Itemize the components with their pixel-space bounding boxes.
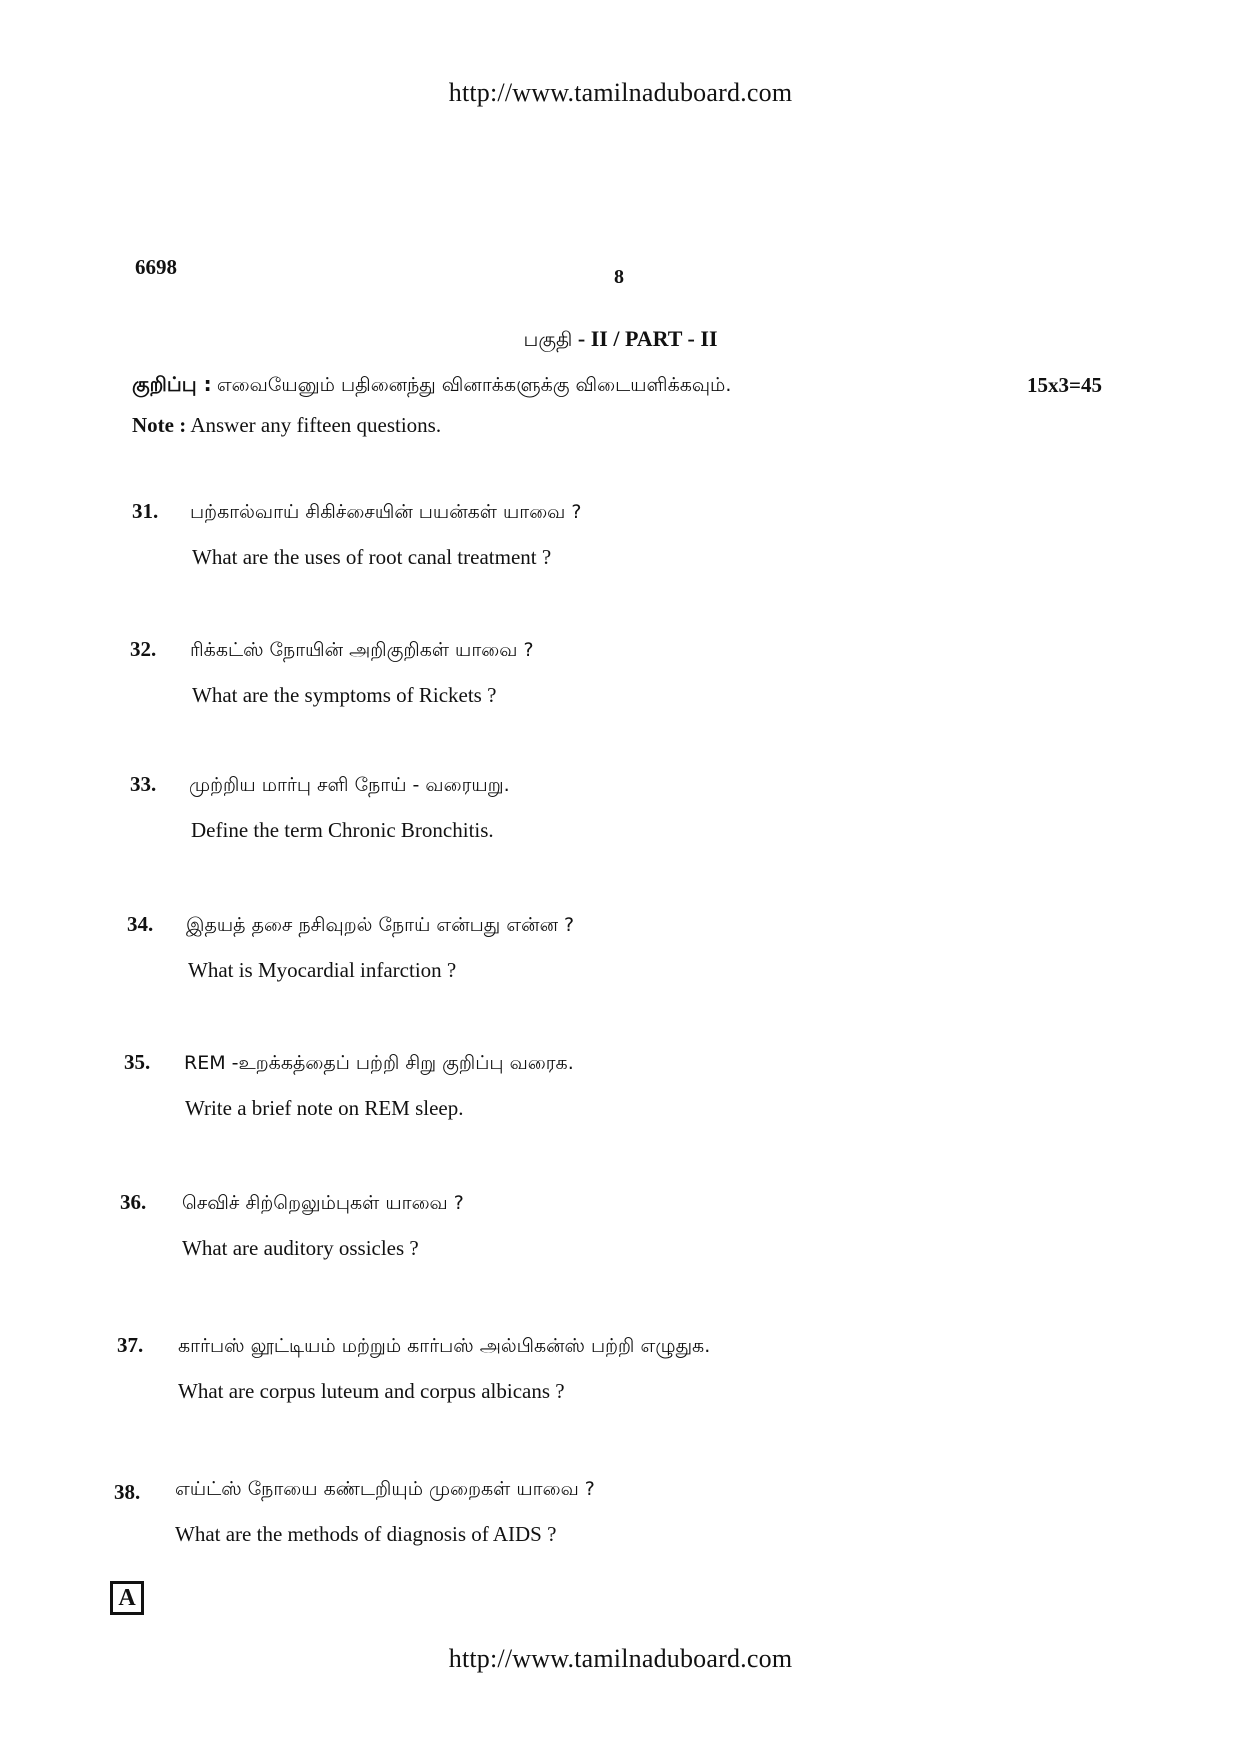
question-tamil: செவிச் சிற்றெலும்புகள் யாவை ? xyxy=(182,1192,464,1214)
question-number: 38. xyxy=(114,1480,141,1504)
question-tamil: REM -உறக்கத்தைப் பற்றி சிறு குறிப்பு வரைக. xyxy=(184,1052,574,1074)
question-number: 37. xyxy=(117,1333,144,1357)
question-number: 35. xyxy=(124,1050,151,1074)
question-38 xyxy=(0,1474,1241,1564)
question-english: Write a brief note on REM sleep. xyxy=(185,1096,464,1120)
question-number: 31. xyxy=(132,499,159,523)
question-english: What are the symptoms of Rickets ? xyxy=(192,683,497,707)
note-tamil-label: குறிப்பு : xyxy=(132,372,212,396)
question-number: 36. xyxy=(120,1190,147,1214)
question-tamil: கார்பஸ் லூட்டியம் மற்றும் கார்பஸ் அல்பிகன்ஸ் பற்றி எழுதுக. xyxy=(178,1335,711,1357)
part-heading-english: - II / PART - II xyxy=(572,326,718,351)
question-31 xyxy=(0,497,1241,587)
question-tamil: இதயத் தசை நசிவுறல் நோய் என்பது என்ன ? xyxy=(186,914,575,936)
footer-url: http://www.tamilnaduboard.com xyxy=(448,1644,793,1673)
note-english-text: Answer any fifteen questions. xyxy=(190,413,442,437)
question-tamil: எய்ட்ஸ் நோயை கண்டறியும் முறைகள் யாவை ? xyxy=(175,1478,595,1500)
question-english: Define the term Chronic Bronchitis. xyxy=(191,818,494,842)
question-number: 34. xyxy=(127,912,154,936)
header-url: http://www.tamilnaduboard.com xyxy=(448,78,793,107)
marks-scheme: 15x3=45 xyxy=(1027,373,1102,397)
note-english xyxy=(132,413,441,438)
question-33 xyxy=(0,770,1241,860)
question-number: 32. xyxy=(130,637,157,661)
part-heading-tamil: பகுதி xyxy=(523,327,573,351)
question-36 xyxy=(0,1188,1241,1278)
question-number: 33. xyxy=(130,772,157,796)
question-34 xyxy=(0,910,1241,1000)
question-tamil: முற்றிய மார்பு சளி நோய் - வரையறு. xyxy=(189,774,510,796)
question-english: What is Myocardial infarction ? xyxy=(188,958,457,982)
note-tamil xyxy=(132,372,731,399)
question-35 xyxy=(0,1048,1241,1138)
question-english: What are the methods of diagnosis of AIDS ? xyxy=(175,1522,557,1546)
note-tamil-text: எவையேனும் பதினைந்து வினாக்களுக்கு விடையளிக்கவும். xyxy=(216,374,732,396)
question-english: What are auditory ossicles ? xyxy=(182,1236,419,1260)
paper-code: 6698 xyxy=(135,255,177,279)
note-english-label: Note : xyxy=(132,413,187,437)
question-32 xyxy=(0,635,1241,725)
question-tamil: பற்கால்வாய் சிகிச்சையின் பயன்கள் யாவை ? xyxy=(190,501,582,523)
question-english: What are corpus luteum and corpus albicans ? xyxy=(178,1379,565,1403)
version-box: A xyxy=(110,1581,144,1615)
part-heading xyxy=(0,326,1241,354)
question-english: What are the uses of root canal treatment ? xyxy=(192,545,552,569)
question-37 xyxy=(0,1331,1241,1421)
page-number: 8 xyxy=(614,266,624,288)
question-tamil: ரிக்கட்ஸ் நோயின் அறிகுறிகள் யாவை ? xyxy=(190,639,534,661)
